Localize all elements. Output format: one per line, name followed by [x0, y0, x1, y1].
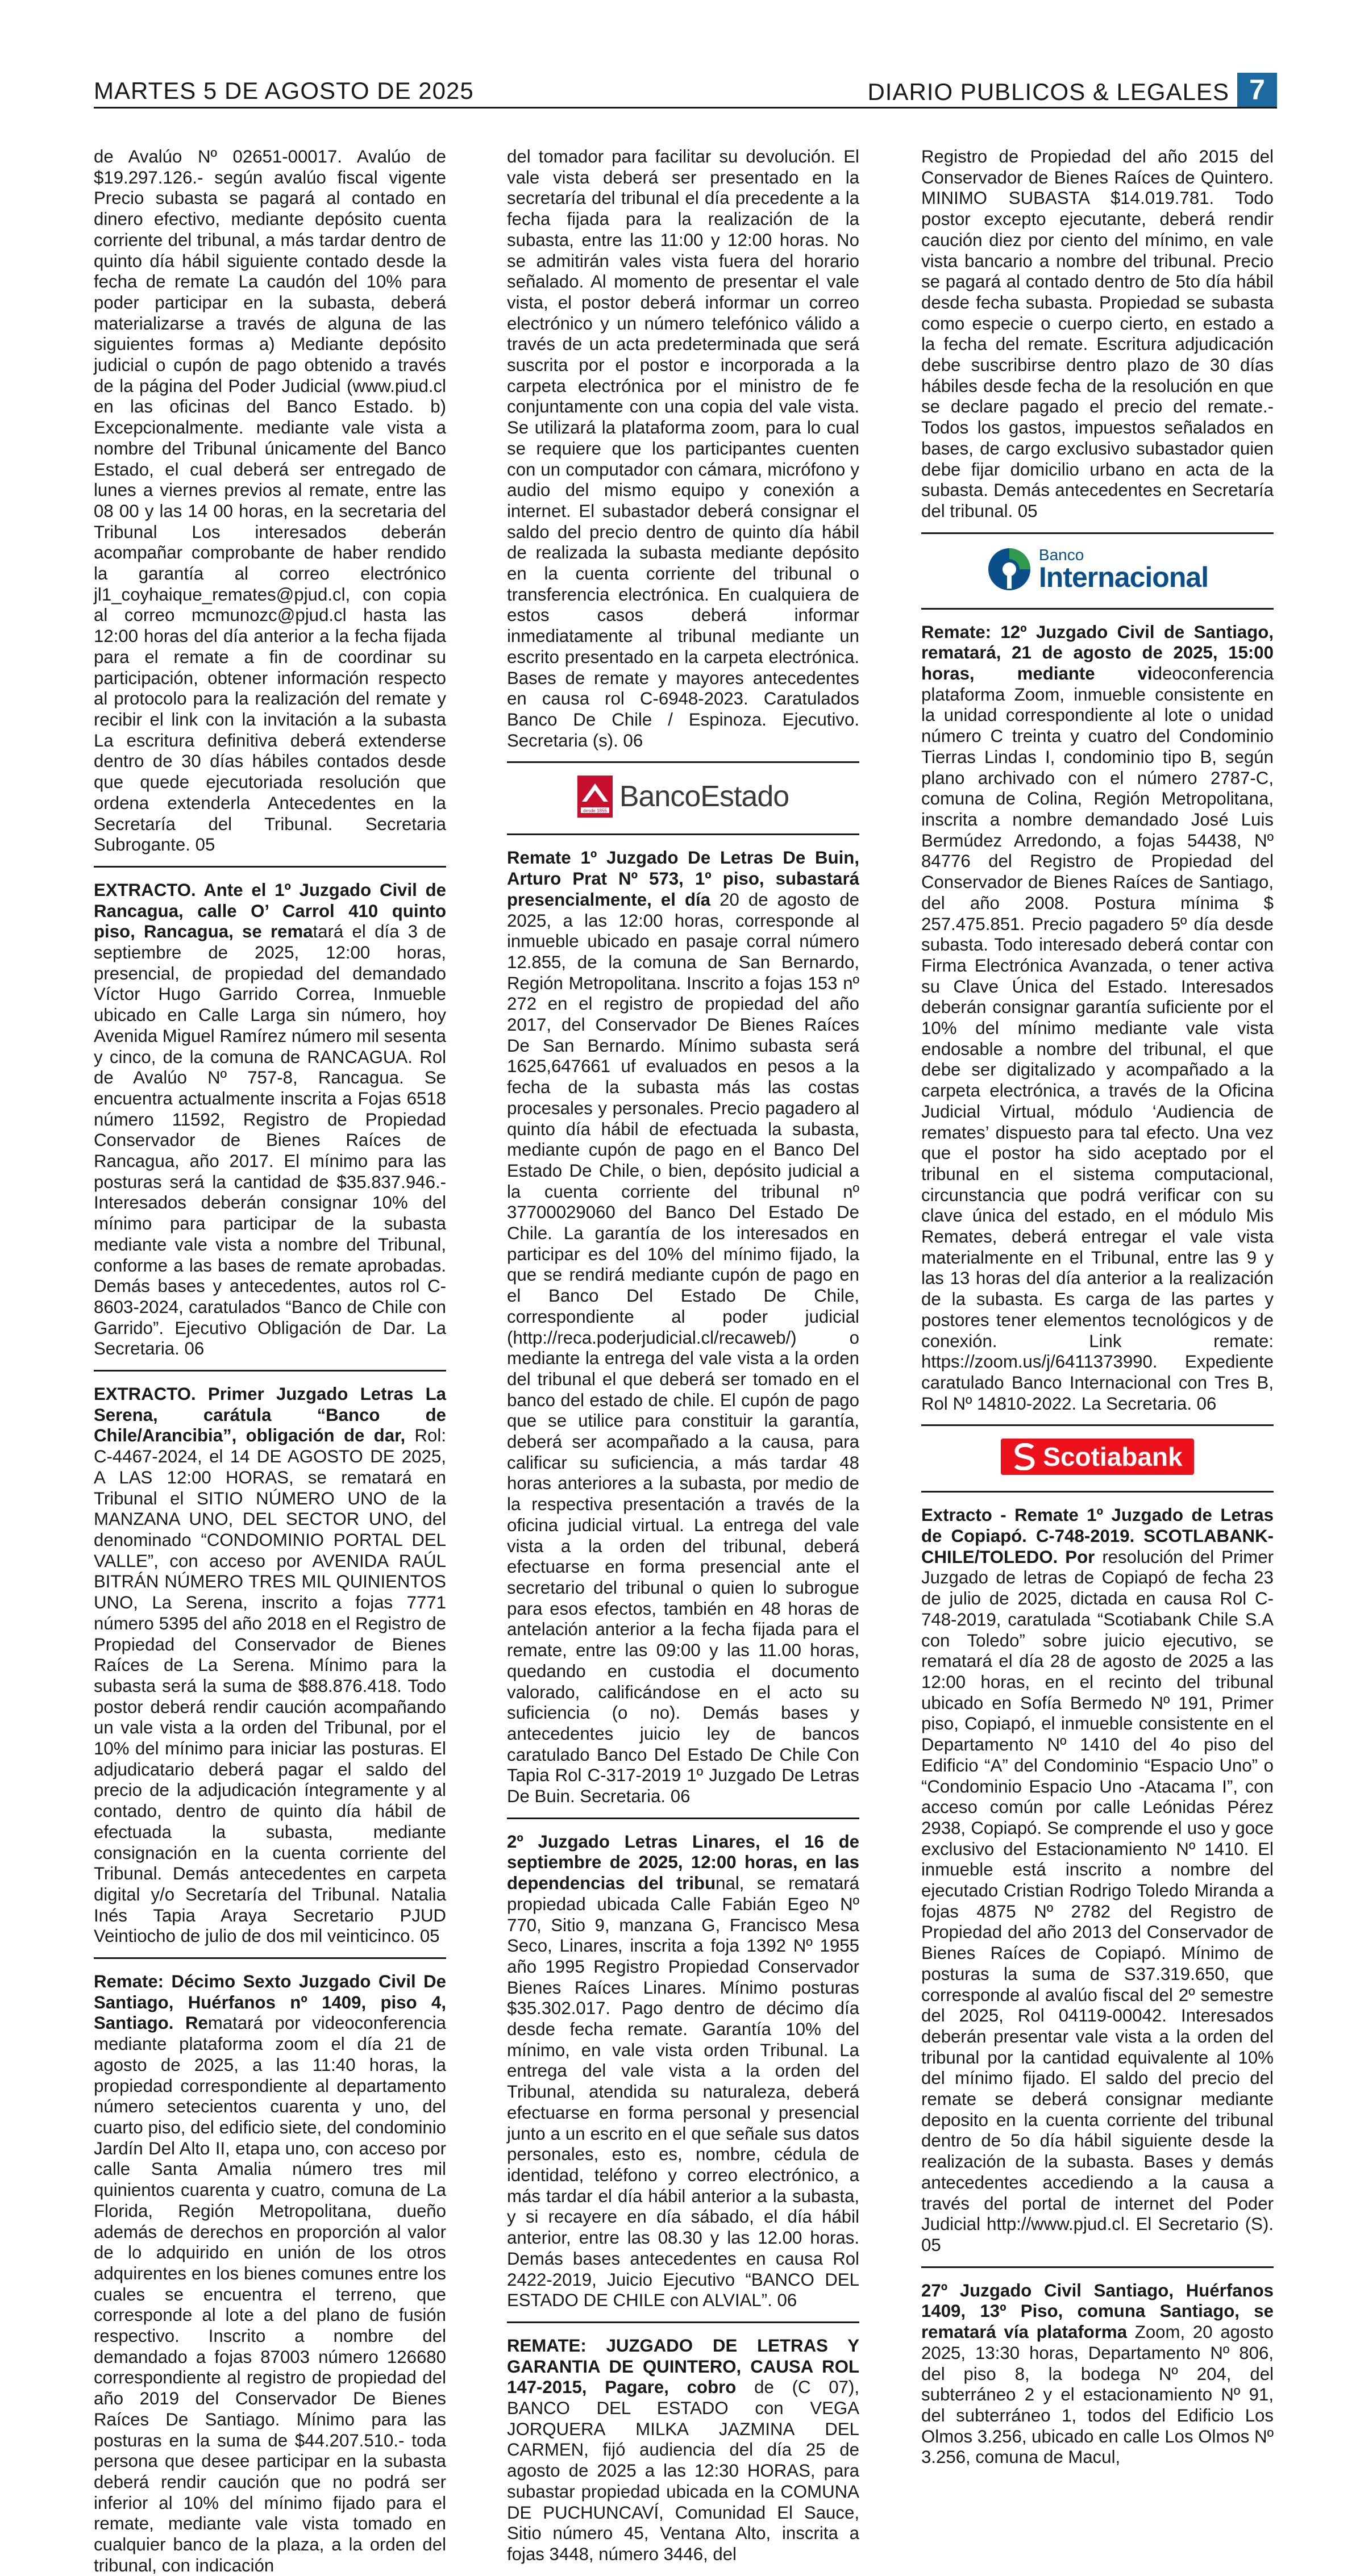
- scotiabank-logo: [921, 1439, 1274, 1475]
- column-2: [507, 147, 859, 2565]
- divider: [507, 1818, 859, 1819]
- banco-internacional-wordmark: Internacional: [1038, 561, 1209, 593]
- notice-buin: [507, 848, 859, 1807]
- notice-body: Registro de Propiedad del año 2015 del Conservador de Bienes Raíces de Quintero. MINIMO SUBASTA $14.019.781. Todo postor excepto ejecutante, deberá rendir caución diez por ciento del mínimo, en vale vista bancario a nombre del tribunal. Precio se pagará al contado dentro de 5to día hábil desde fecha subasta. Propiedad se subasta como especie o cuerpo cierto, en estado a la fecha del remate. Escritura adjudicación debe suscribirse dentro plazo de 30 días hábiles desde fecha de la resolución en que se declare pagado el precio del remate.- Todos los gastos, impuestos señalados en bases, de cargo exclusivo subastador quien debe fijar domicilio urbano en acta de la subasta. Demás antecedentes en Secretaría del tribunal. 05: [921, 147, 1274, 521]
- notice-body: deoconferencia plataforma Zoom, inmueble consistente en la unidad correspondiente al lote o unidad número C treinta y cuatro del Condominio Tierras Lindas I, condominio tipo B, según plano archivado con el número 2787-C, comuna de Colina, Región Metropolitana, inscrita a nombre demandado José Luis Bermúdez Arredondo, a fojas 54438, Nº 84776 del Registro de Propiedad del Conservador de Bienes Raíces de Santiago, del año 2008. Postura mínima $ 257.475.851. Precio pagadero 5º día desde subasta. Todo interesado deberá contar con Firma Electrónica Avanzada, o tener activa su Clave Única del Estado. Interesados deberán consignar garantía suficiente por el 10% del mínimo mediante vale vista endosable a nombre del tribunal, el que debe ser digitalizado y acompañado a la carpeta electrónica, a través de la Oficina Judicial Virtual, módulo ‘Audiencia de remates’ dispuesto para tal efecto. Una vez que el postor ha sido aceptado por el tribunal en el sistema computacional, circunstancia que podrá verificar con su clave única del estado, en el módulo Mis Remates, deberá entregar el vale vista materialmente en el Tribunal, entre las 9 y las 13 horas del día anterior a la realización de la subasta. Es carga de las partes y postores tener elementos tecnológicos y de conexión. Link remate: https://zoom.us/j/6411373990. Expediente caratulado Banco Internacional con Tres B, Rol Nº 14810-2022. La Secretaria. 06: [921, 664, 1274, 1414]
- page-header: [94, 73, 1277, 109]
- notice-heading: Extracto - Remate 1º Juzgado de Letras de Copiapó. C-748-2019. SCOTLABANK-CHILE/TOLEDO. Por: [921, 1505, 1274, 1567]
- scotiabank-s-icon: [1012, 1443, 1037, 1470]
- notice-text: [507, 147, 859, 751]
- divider: [921, 532, 1274, 534]
- banco-internacional-logo: [921, 547, 1274, 592]
- notice-body: tará el día 3 de septiembre de 2025, 12:00 horas, presencial, de propiedad del demandado Víctor Hugo Garrido Correa, Inmueble ubicado en Calle Larga sin número, hoy Avenida Miguel Ramírez número mil sesenta y cinco, de la comuna de RANCAGUA. Rol de Avalúo Nº 757-8, Rancagua. Se encuentra actualmente inscrita a Fojas 6518 número 11592, Registro de Propiedad Conservador de Bienes Raíces de Rancagua, año 2017. El mínimo para las posturas será la cantidad de $35.837.946.- Interesados deberán consignar 10% del mínimo para participar de la subasta mediante vale vista a nombre del Tribunal, conforme a las bases de remate aprobadas. Demás bases y antecedentes, autos rol C-8603-2024, caratulados “Banco de Chile con Garrido”. Ejecutivo Obligación de Dar. La Secretaria. 06: [94, 922, 446, 1359]
- bancoestado-logo: [507, 776, 859, 818]
- divider: [921, 1424, 1274, 1426]
- divider: [921, 1491, 1274, 1493]
- notice-body: Rol: C-4467-2024, el 14 DE AGOSTO DE 2025, A LAS 12:00 HORAS, se rematará en Tribunal el SITIO NÚMERO UNO de la MANZANA UNO, DEL SECTOR UNO, del denominado “CONDOMINIO PORTAL DEL VALLE”, con acceso por AVENIDA RAÚL BITRÁN NÚMERO TRES MIL QUINIENTOS UNO, La Serena, inscrito a fojas 7771 número 5395 del año 2018 en el Registro de Propiedad del Conservador de Bienes Raíces de La Serena. Mínimo para la subasta será la suma de $88.876.418. Todo postor deberá rendir caución acompañando un vale vista a la orden del Tribunal, por el 10% del mínimo para iniciar las posturas. El adjudicatario deberá pagar el saldo del precio de la adjudicación íntegramente y al contado, dentro de quinto día hábil de efectuada la subasta, mediante consignación en la cuenta corriente del Tribunal. Demás antecedentes en carpeta digital y/o Secretaría del Tribunal. Natalia Inés Tapia Araya Secretario PJUD Veintiocho de julio de dos mil veinticinco. 05: [94, 1425, 446, 1946]
- notice-quintero: [507, 2336, 859, 2565]
- divider: [507, 833, 859, 835]
- notice-body: de Avalúo Nº 02651-00017. Avalúo de $19.297.126.- según avalúo fiscal vigente Precio subasta se pagará al contado en dinero efectivo, mediante depósito cuenta corriente del tribunal, a más tardar dentro de quinto día hábil siguiente contado desde la fecha de remate La caudón del 10% para poder participar en la subasta, deberá materializarse a través de alguna de las siguientes formas a) Mediante depósito judicial o cupón de pago obtenido a través de la página del Poder Judicial (www.piud.cl en las oficinas del Banco Estado. b) Excepcionalmente. mediante vale vista a nombre del Tribunal únicamente del Banco Estado, el cual deberá ser entregado de lunes a viernes previos al remate, entre las 08 00 y las 14 00 horas, en la secretaria del Tribunal Los interesados deberán acompañar comprobante de haber rendido la garantía al correo electrónico jl1_coyhaique_remates@pjud.cl, con copia al correo mcmunozc@pjud.cl hasta las 12:00 horas del día anterior a la fecha fijada para el remate a fin de coordinar su participación, obtener información respecto al protocolo para la realización del remate y recibir el link con la invitación a la subasta La escritura definitiva deberá extenderse dentro de 30 días hábiles contados desde que quede ejecutoriada resolución que ordena extenderla Antecedentes en la Secretaría del Tribunal. Secretaria Subrogante. 05: [94, 147, 446, 855]
- notice-body: Zoom, 20 agosto 2025, 13:30 horas, Departamento Nº 806, del piso 8, la bodega Nº 204, del subterráneo 2 y el estacionamiento Nº 91, del subterráneo 1, todos del Edificio Los Olmos 3.256, ubicado en calle Los Olmos Nº 3.256, comuna de Macul,: [921, 2322, 1274, 2467]
- notice-heading: EXTRACTO. Primer Juzgado Letras La Serena, carátula “Banco de Chile/Arancibia”, obligación de dar,: [94, 1384, 446, 1446]
- banco-internacional-emblem-icon: [987, 547, 1032, 592]
- notice-12-juzgado: [921, 622, 1274, 1415]
- notice-27-juzgado: [921, 2281, 1274, 2468]
- notice-body: matará por videoconferencia mediante plataforma zoom el día 21 de agosto de 2025, a las 11:40 horas, la propiedad correspondiente al departamento número setecientos cuarenta y uno, del cuarto piso, del edificio siete, del condominio Jardín Del Alto II, etapa uno, con acceso por calle Santa Amalia número tres mil quinientos cuarenta y cuatro, comuna de La Florida, Región Metropolitana, dueño además de derechos en proporción al valor de lo adquirido en unión de los otros adquirentes en los bienes comunes entre los cuales se encuentra el terreno, que corresponde al lote a del plano de fusión respectivo. Inscrito a nombre del demandado a fojas 87003 número 126680 correspondiente al registro de propiedad del año 2019 del Conservador De Bienes Raíces De Santiago. Mínimo para las posturas en la suma de $44.207.510.- toda persona que desee participar en la subasta deberá rendir caución que no podrá ser inferior al 10% del mínimo fijado para el remate, mediante vale vista tomado en cualquier banco de la plaza, a la orden del tribunal, con indicación: [94, 2013, 446, 2575]
- notice-linares: [507, 1832, 859, 2311]
- notice-rancagua: [94, 880, 446, 1360]
- notice-heading: REMATE: JUZGADO DE LETRAS Y GARANTIA DE QUINTERO, CAUSA ROL 147-2015, Pagare, cobro: [507, 2335, 859, 2398]
- notice-la-serena: [94, 1384, 446, 1947]
- divider: [921, 2266, 1274, 2268]
- bancoestado-wordmark: BancoEstado: [619, 780, 789, 814]
- notice-heading: EXTRACTO. Ante el 1º Juzgado Civil de Rancagua, calle O’ Carrol 410 quinto piso, Rancagua, se rema: [94, 879, 446, 942]
- divider: [507, 2321, 859, 2323]
- divider: [94, 1957, 446, 1959]
- notice-16-juzgado: [94, 1971, 446, 2576]
- banco-internacional-top: Banco: [1038, 545, 1084, 564]
- divider: [507, 761, 859, 763]
- notice-body: resolución del Primer Juzgado de letras de Copiapó de fecha 23 de julio de 2025, dictada en causa Rol C-748-2019, caratulada “Scotiabank Chile S.A con Toledo” sobre juicio ejecutivo, se rematará el día 28 de agosto de 2025 a las 12:00 horas, en el recinto del tribunal ubicado en Sofía Bermedo Nº 191, Primer piso, Copiapó, el inmueble consistente en el Departamento Nº 1410 del 4o piso del Edificio “A” del Condominio “Espacio Uno” o “Condominio Espacio Uno -Atacama I”, con acceso común por calle Leónidas Pérez 2938, Copiapó. Se comprende el uso y goce exclusivo del Estacionamiento Nº 1410. El inmueble está inscrito a nombre del ejecutado Cristian Rodrigo Toledo Miranda a fojas 4875 Nº 2782 del Registro de Propiedad del año 2013 del Conservador de Bienes Raíces de Copiapó. Mínimo de posturas la suma de S37.319.650, que corresponde al avalúo fiscal del 2º semestre del 2025, Rol 04119-00042. Interesados deberán presentar vale vista a la orden del tribunal por la cantidad equivalente al 10% del mínimo fijado. El saldo del precio del remate se deberá consignar mediante deposito en la cuenta corriente del tribunal dentro de 5o día hábil siguiente desde la realización de la subasta. Bases y demás antecedentes accediendo a la causa a través del portal de internet del Poder Judicial http://www.pjud.cl. El Secretario (S). 05: [921, 1547, 1274, 2255]
- notice-text: [94, 147, 446, 856]
- header-date: MARTES 5 DE AGOSTO DE 2025: [94, 77, 474, 104]
- divider: [94, 1370, 446, 1372]
- notice-copiapo: [921, 1505, 1274, 2256]
- notice-body: 20 de agosto de 2025, a las 12:00 horas, corresponde al inmueble ubicado en pasaje corral número 12.855, de la comuna de San Bernardo, Región Metropolitana. Inscrito a fojas 153 nº 272 en el registro de propiedad del año 2017, del Conservador De Bienes Raíces De San Bernardo. Mínimo subasta será 1625,647661 uf evaluados en pesos a la fecha de la subasta más las costas procesales y personales. Precio pagadero al quinto día hábil de efectuada la subasta, mediante cupón de pago en el Banco Del Estado De Chile, o bien, depósito judicial a la cuenta corriente del tribunal nº 37700029060 del Banco Del Estado De Chile. La garantía de los interesados en participar es del 10% del mínimo fijado, la que se rendirá mediante cupón de pago en el Banco Del Estado De Chile, correspondiente al poder judicial (http://reca.poderjudicial.cl/recaweb/) o mediante la entrega del vale vista a la orden del tribunal el que deberá ser tomado en el banco del estado de chile. El cupón de pago que se utilice para constituir la garantía, deberá ser acompañado a la causa, para calificar su suficiencia, a más tardar 48 horas anteriores a la subasta, por medio de la respectiva presentación a través de la oficina judicial virtual. La entrega del vale vista a la orden del tribunal, deberá efectuarse en forma presencial ante el secretario del tribunal o quien lo subrogue para esos efectos, también en 48 horas de antelación anterior a la fecha fijada para el remate, entre las 09:00 y las 11.00 horas, quedando en custodia el documento valorado, calificándose en el acto su suficiencia (o no). Demás bases y antecedentes juicio ley de bancos caratulado Banco Del Estado De Chile Con Tapia Rol C-317-2019 1º Juzgado De Letras De Buin. Secretaria. 06: [507, 889, 860, 1807]
- notice-body: nal, se rematará propiedad ubicada Calle Fabián Egeo Nº 770, Sitio 9, manzana G, Francisco Mesa Seco, Linares, inscrita a foja 1392 Nº 1955 año 1995 Registro Propiedad Conservador Bienes Raíces Linares. Mínimo posturas $35.302.017. Pago dentro de décimo día desde fecha remate. Garantía 10% del mínimo, en vale vista orden Tribunal. La entrega del vale vista a la orden del Tribunal, atendida su naturaleza, deberá efectuarse en forma personal y presencial junto a un escrito en el que señale sus datos personales, esto es, nombre, cédula de identidad, teléfono y correo electrónico, a más tardar el día hábil anterior a la subasta, y si recayere en día sábado, el día hábil anterior, entre las 08.30 y las 12.00 horas. Demás bases antecedentes en causa Rol 2422-2019, Juicio Ejecutivo “BANCO DEL ESTADO DE CHILE con ALVIAL”. 06: [507, 1873, 859, 2311]
- page-number: 7: [1237, 73, 1277, 107]
- notice-heading: Remate: Décimo Sexto Juzgado Civil De Santiago, Huérfanos nº 1409, piso 4, Santiago. Re: [94, 1971, 446, 2033]
- bancoestado-emblem-icon: [577, 776, 613, 818]
- scotiabank-wordmark: Scotiabank: [1043, 1442, 1183, 1472]
- notice-heading: Remate: 12º Juzgado Civil de Santiago, rematará, 21 de agosto de 2025, 15:00 horas, mediante vi: [921, 622, 1274, 684]
- divider: [921, 608, 1274, 610]
- column-3: [921, 147, 1274, 2468]
- notice-body: de (C 07), BANCO DEL ESTADO con VEGA JORQUERA MILKA JAZMINA DEL CARMEN, fijó audiencia del día 25 de agosto de 2025 a las 12:30 HORAS, para subastar propiedad ubicada en la COMUNA DE PUCHUNCAVÍ, Comunidad El Sauce, Sitio número 45, Ventana Alto, inscrita a fojas 3448, número 3446, del: [507, 2377, 859, 2564]
- divider: [94, 866, 446, 868]
- notice-body: del tomador para facilitar su devolución. El vale vista deberá ser presentado en la secretaría del tribunal el día precedente a la fecha fijada para la realización de la subasta, entre las 11:00 y 12:00 horas. No se admitirán vales vista fuera del horario señalado. Al momento de presentar el vale vista, el postor deberá informar un correo electrónico y un número telefónico válido a través de un acta predeterminada que será suscrita por el postor e incorporada a la carpeta electrónica por el ministro de fe conjuntamente con una copia del vale vista. Se utilizará la plataforma zoom, para lo cual se requiere que los participantes cuenten con un computador con cámara, micrófono y audio del mismo equipo y conexión a internet. El subastador deberá consignar el saldo del precio dentro de quinto día hábil de realizada la subasta mediante depósito en la cuenta corriente del tribunal o transferencia electrónica. En cualquiera de estos casos deberá informar inmediatamente al tribunal mediante un escrito presentado en la carpeta electrónica. Bases de remate y mayores antecedentes en causa rol C-6948-2023. Caratulados Banco De Chile / Espinoza. Ejecutivo. Secretaria (s). 06: [507, 147, 859, 751]
- column-1: [94, 147, 446, 2576]
- notice-heading: 2º Juzgado Letras Linares, el 16 de septiembre de 2025, 12:00 horas, en las dependencias del tribu: [507, 1831, 859, 1894]
- notice-heading: Remate 1º Juzgado De Letras De Buin, Arturo Prat Nº 573, 1º piso, subastará presencialmente, el día: [507, 848, 859, 910]
- bancoestado-sub: desde 1855: [583, 808, 607, 814]
- notice-heading: 27º Juzgado Civil Santiago, Huérfanos 1409, 13º Piso, comuna Santiago, se rematará vía plataforma: [921, 2280, 1274, 2342]
- notice-text: [921, 147, 1274, 522]
- header-publication: DIARIO PUBLICOS & LEGALES: [867, 78, 1229, 105]
